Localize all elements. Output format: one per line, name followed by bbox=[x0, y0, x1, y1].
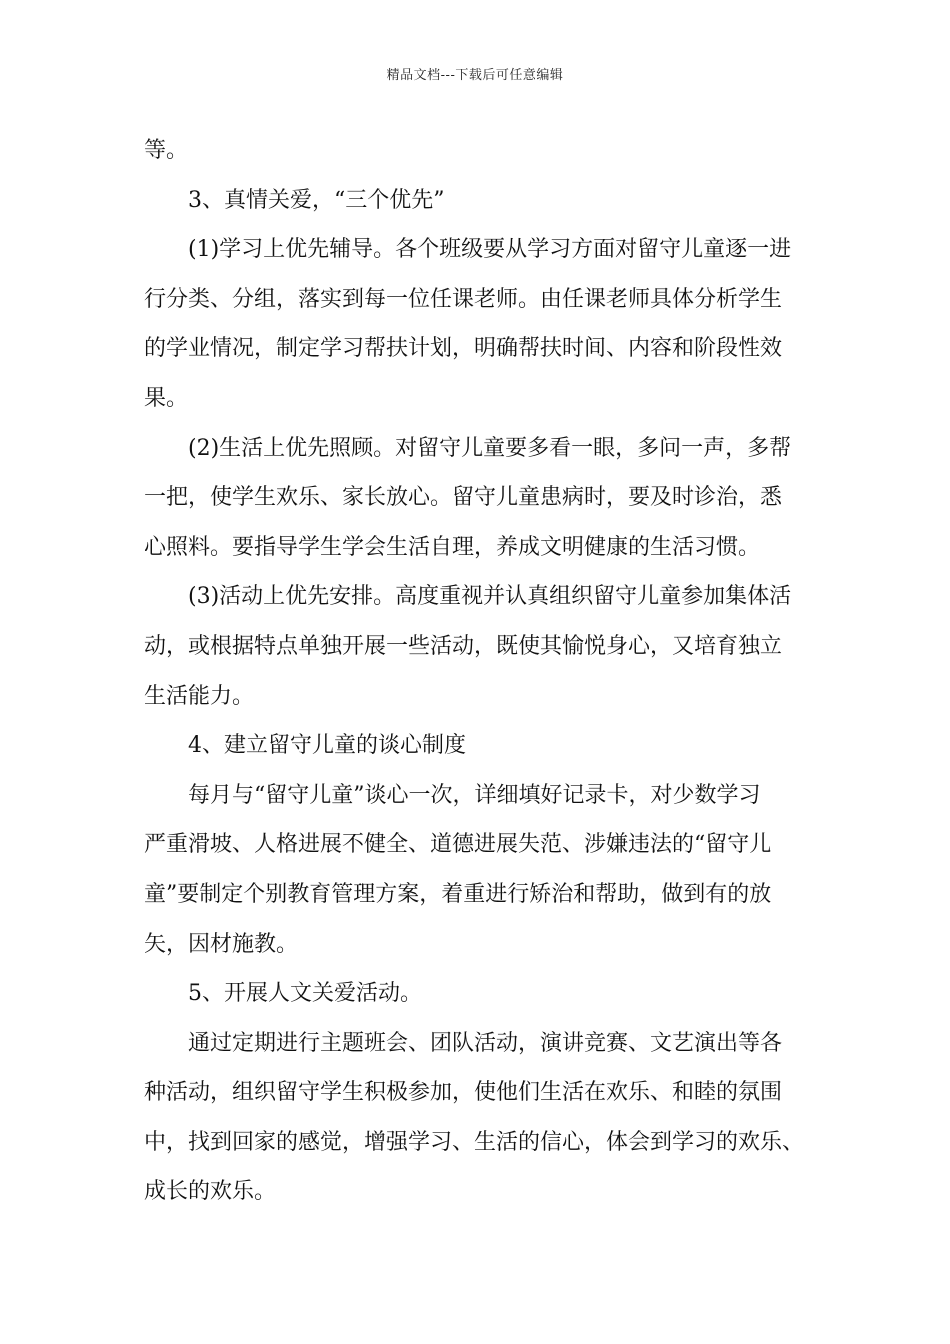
text-line-15: 严重滑坡、人格进展不健全、道德进展失范、涉嫌违法的“留守儿 bbox=[144, 832, 772, 858]
text-line-16: 童”要制定个别教育管理方案，着重进行矫治和帮助，做到有的放 bbox=[144, 881, 772, 907]
text-line-7: (2)生活上优先照顾。对留守儿童要多看一眼，多问一声，多帮 bbox=[188, 435, 792, 461]
text-line-9: 心照料。要指导学生学会生活自理，养成文明健康的生活习惯。 bbox=[144, 534, 761, 560]
document-body bbox=[144, 126, 808, 1217]
page-header: 精品文档---下载后可任意编辑 bbox=[386, 68, 564, 83]
text-line-17: 矢，因材施教。 bbox=[144, 931, 299, 957]
text-line-14: 每月与“留守儿童”谈心一次，详细填好记录卡，对少数学习 bbox=[188, 782, 761, 808]
text-line-21: 中，找到回家的感觉，增强学习、生活的信心，体会到学习的欢乐、 bbox=[144, 1129, 805, 1155]
section-heading-3: 3、真情关爱，“三个优先” bbox=[188, 187, 445, 213]
text-line-1: 等。 bbox=[144, 138, 189, 163]
text-line-6: 果。 bbox=[144, 385, 189, 411]
section-heading-5: 5、开展人文关爱活动。 bbox=[188, 981, 422, 1007]
text-line-4: 行分类、分组，落实到每一位任课老师。由任课老师具体分析学生 bbox=[144, 286, 783, 312]
section-heading-4: 4、建立留守儿童的谈心制度 bbox=[188, 733, 466, 759]
text-line-11: 动，或根据特点单独开展一些活动，既使其愉悦身心，又培育独立 bbox=[144, 633, 783, 659]
text-line-20: 种活动，组织留守学生积极参加，使他们生活在欢乐、和睦的氛围 bbox=[144, 1080, 783, 1106]
text-line-5: 的学业情况，制定学习帮扶计划，明确帮扶时间、内容和阶段性效 bbox=[144, 336, 783, 362]
text-line-10: (3)活动上优先安排。高度重视并认真组织留守儿童参加集体活 bbox=[188, 584, 792, 610]
text-line-22: 成长的欢乐。 bbox=[144, 1179, 277, 1205]
text-line-12: 生活能力。 bbox=[144, 683, 255, 709]
text-line-8: 一把，使学生欢乐、家长放心。留守儿童患病时，要及时诊治，悉 bbox=[144, 485, 783, 511]
text-line-19: 通过定期进行主题班会、团队活动，演讲竞赛、文艺演出等各 bbox=[188, 1030, 783, 1056]
text-line-3: (1)学习上优先辅导。各个班级要从学习方面对留守儿童逐一进 bbox=[188, 237, 792, 263]
